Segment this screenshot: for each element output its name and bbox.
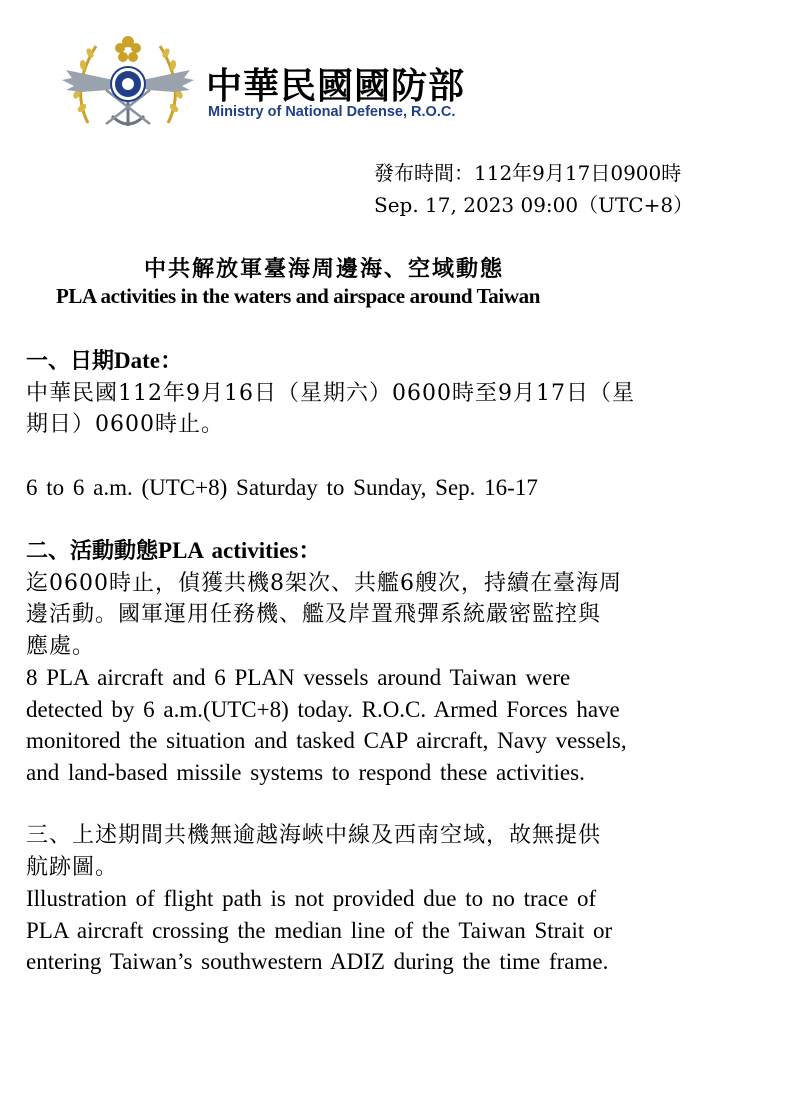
section-date-heading [26,345,766,378]
section-flight-path-line3-en: entering Taiwan’s southwestern ADIZ during the time frame. [26,949,609,974]
release-time-en: Sep. 17, 2023 09:00（UTC+8） [374,193,694,217]
section-activities-line4-en: and land-based missile systems to respond these activities. [26,759,585,785]
section-activities-line2-en: detected by 6 a.m.(UTC+8) today. R.O.C. Armed Forces have [26,696,620,722]
org-name-cn: 中華民國國防部 [206,66,466,107]
section-activities-line3-en: monitored the situation and tasked CAP aircraft, Navy vessels, [26,728,627,753]
section-date-text-en: 6 to 6 a.m. (UTC+8) Saturday to Sunday, Sep. 16-17 [26,474,538,500]
section-flight-path-line2-cn: 航跡圖。 [26,854,119,880]
section-flight-path-line2-en: PLA aircraft crossing the median line of the Taiwan Strait or [26,917,613,943]
plum-blossom-icon [115,36,141,62]
section-activities [26,535,766,788]
section-activities-line1-cn: 迄0600時止，偵獲共機8架次、共艦6艘次，持續在臺海周 [26,570,622,596]
page-title-cn: 中共解放軍臺海周邊海、空域動態 [144,257,505,282]
section-flight-path-line1-cn: 三、上述期間共機無逾越海峽中線及西南空域，故無提供 [26,823,602,848]
page-title-en: PLA activities in the waters and airspace around Taiwan [56,284,540,308]
section-activities-line1-en: 8 PLA aircraft and 6 PLAN vessels around Taiwan were [26,665,571,690]
section-activities-line2-cn: 邊活動。國軍運用任務機、艦及岸置飛彈系統嚴密監控與 [26,602,602,627]
release-time-cn: 發布時間：112年9月17日0900時 [374,161,682,185]
section-date-heading-cn: 一、日期 [26,349,115,374]
sun-emblem-icon [111,67,145,101]
section-activities-heading-cn: 二、活動動態 [26,539,159,564]
mnd-emblem-logo [58,28,198,138]
section-activities-line3-cn: 應處。 [26,633,96,659]
release-time [374,157,693,221]
org-name-en: Ministry of National Defense, R.O.C. [208,104,456,120]
section-activities-heading [26,535,766,568]
section-date-heading-en: Date： [114,348,183,373]
section-flight-path-line1-en: Illustration of flight path is not provided due to no trace of [26,886,597,911]
section-flight-path [26,820,766,978]
section-date-line2-cn: 期日）0600時止。 [26,412,224,437]
section-date [26,345,766,503]
section-date-line1-cn: 中華民國112年9月16日（星期六）0600時至9月17日（星 [26,380,635,406]
section-activities-heading-en: PLA activities： [158,538,322,563]
